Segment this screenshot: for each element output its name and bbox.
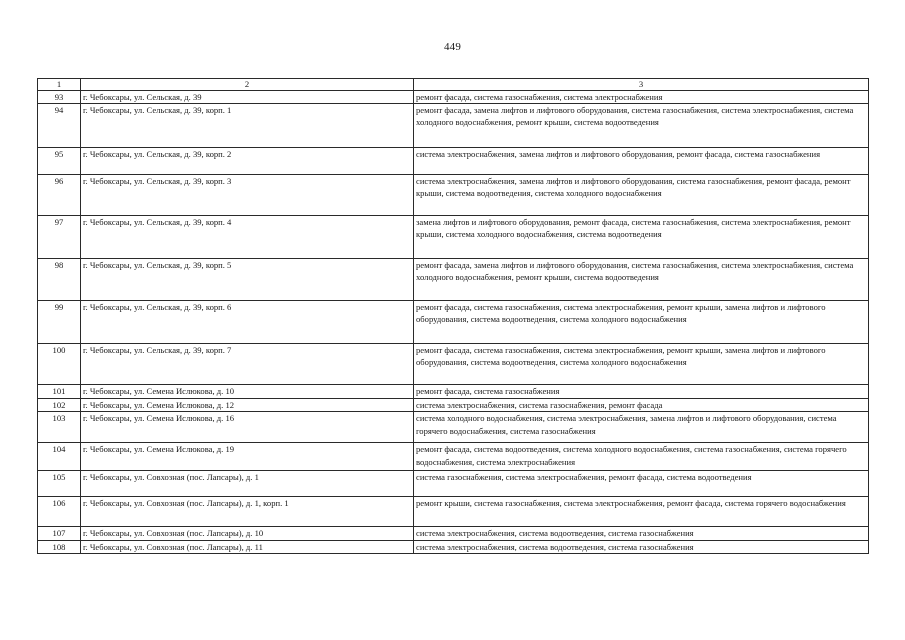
row-works: ремонт фасада, система газоснабжения, система электроснабжения — [414, 91, 869, 104]
row-address: г. Чебоксары, ул. Совхозная (пос. Лапсары), д. 10 — [81, 527, 414, 540]
registry-table — [37, 78, 869, 554]
row-number: 93 — [38, 91, 81, 104]
row-number: 108 — [38, 540, 81, 553]
row-works: система электроснабжения, система водоотведения, система газоснабжения — [414, 527, 869, 540]
table-row — [38, 443, 869, 471]
table-row — [38, 104, 869, 148]
row-works: замена лифтов и лифтового оборудования, ремонт фасада, система газоснабжения, система электроснабжения, ремонт крыши, система холодного водоснабжения, система водоотведения — [414, 216, 869, 259]
header-row — [38, 79, 869, 91]
row-number: 102 — [38, 399, 81, 412]
table-row — [38, 344, 869, 385]
row-works: ремонт фасада, система газоснабжения — [414, 385, 869, 399]
row-address: г. Чебоксары, ул. Совхозная (пос. Лапсары), д. 11 — [81, 540, 414, 553]
table-row — [38, 527, 869, 540]
row-address: г. Чебоксары, ул. Сельская, д. 39, корп. 4 — [81, 216, 414, 259]
row-number: 103 — [38, 412, 81, 443]
row-address: г. Чебоксары, ул. Семена Ислюкова, д. 19 — [81, 443, 414, 471]
row-address: г. Чебоксары, ул. Сельская, д. 39 — [81, 91, 414, 104]
header-col-number: 1 — [38, 79, 81, 91]
row-works: система электроснабжения, замена лифтов и лифтового оборудования, ремонт фасада, система газоснабжения — [414, 148, 869, 175]
table-row — [38, 540, 869, 553]
row-address: г. Чебоксары, ул. Сельская, д. 39, корп. 1 — [81, 104, 414, 148]
row-works: ремонт фасада, система газоснабжения, система электроснабжения, ремонт крыши, замена лифтов и лифтового оборудования, система водоотведения, система холодного водоснабжения — [414, 301, 869, 344]
row-works: система электроснабжения, система водоотведения, система газоснабжения — [414, 540, 869, 553]
table-row — [38, 148, 869, 175]
table-row — [38, 385, 869, 399]
row-works: ремонт фасада, замена лифтов и лифтового оборудования, система газоснабжения, система электроснабжения, система холодного водоснабжения, ремонт крыши, система водоотведения — [414, 104, 869, 148]
row-address: г. Чебоксары, ул. Сельская, д. 39, корп. 3 — [81, 175, 414, 216]
row-works: ремонт крыши, система газоснабжения, система электроснабжения, ремонт фасада, система горячего водоснабжения — [414, 497, 869, 527]
table-body — [38, 91, 869, 554]
row-number: 100 — [38, 344, 81, 385]
header-col-works: 3 — [414, 79, 869, 91]
row-works: ремонт фасада, замена лифтов и лифтового оборудования, система газоснабжения, система электроснабжения, система холодного водоснабжения, ремонт крыши, система водоотведения — [414, 259, 869, 301]
row-number: 105 — [38, 471, 81, 497]
table-row — [38, 399, 869, 412]
row-number: 97 — [38, 216, 81, 259]
table-row — [38, 259, 869, 301]
row-number: 101 — [38, 385, 81, 399]
row-address: г. Чебоксары, ул. Семена Ислюкова, д. 12 — [81, 399, 414, 412]
row-address: г. Чебоксары, ул. Семена Ислюкова, д. 16 — [81, 412, 414, 443]
table-row — [38, 91, 869, 104]
row-works: система газоснабжения, система электроснабжения, ремонт фасада, система водоотведения — [414, 471, 869, 497]
row-works: ремонт фасада, система газоснабжения, система электроснабжения, ремонт крыши, замена лифтов и лифтового оборудования, система водоотведения, система холодного водоснабжения — [414, 344, 869, 385]
row-address: г. Чебоксары, ул. Сельская, д. 39, корп. 5 — [81, 259, 414, 301]
row-number: 94 — [38, 104, 81, 148]
table-row — [38, 497, 869, 527]
row-address: г. Чебоксары, ул. Сельская, д. 39, корп. 7 — [81, 344, 414, 385]
table-row — [38, 301, 869, 344]
table-row — [38, 471, 869, 497]
row-address: г. Чебоксары, ул. Совхозная (пос. Лапсары), д. 1 — [81, 471, 414, 497]
row-works: ремонт фасада, система водоотведения, система холодного водоснабжения, система газоснабжения, система горячего водоснабжения, система электроснабжения — [414, 443, 869, 471]
row-number: 96 — [38, 175, 81, 216]
table-header — [38, 79, 869, 91]
row-works: система холодного водоснабжения, система электроснабжения, замена лифтов и лифтового оборудования, система горячего водоснабжения, система газоснабжения — [414, 412, 869, 443]
row-number: 95 — [38, 148, 81, 175]
row-number: 106 — [38, 497, 81, 527]
row-works: система электроснабжения, система газоснабжения, ремонт фасада — [414, 399, 869, 412]
row-address: г. Чебоксары, ул. Сельская, д. 39, корп. 2 — [81, 148, 414, 175]
page-number: 449 — [443, 41, 462, 53]
row-number: 104 — [38, 443, 81, 471]
table-row — [38, 412, 869, 443]
row-number: 98 — [38, 259, 81, 301]
header-col-address: 2 — [81, 79, 414, 91]
row-number: 107 — [38, 527, 81, 540]
row-address: г. Чебоксары, ул. Семена Ислюкова, д. 10 — [81, 385, 414, 399]
row-address: г. Чебоксары, ул. Сельская, д. 39, корп. 6 — [81, 301, 414, 344]
row-number: 99 — [38, 301, 81, 344]
table-row — [38, 216, 869, 259]
row-works: система электроснабжения, замена лифтов и лифтового оборудования, система газоснабжения, ремонт фасада, ремонт крыши, система водоотведения, система холодного водоснабжения — [414, 175, 869, 216]
row-address: г. Чебоксары, ул. Совхозная (пос. Лапсары), д. 1, корп. 1 — [81, 497, 414, 527]
table-row — [38, 175, 869, 216]
